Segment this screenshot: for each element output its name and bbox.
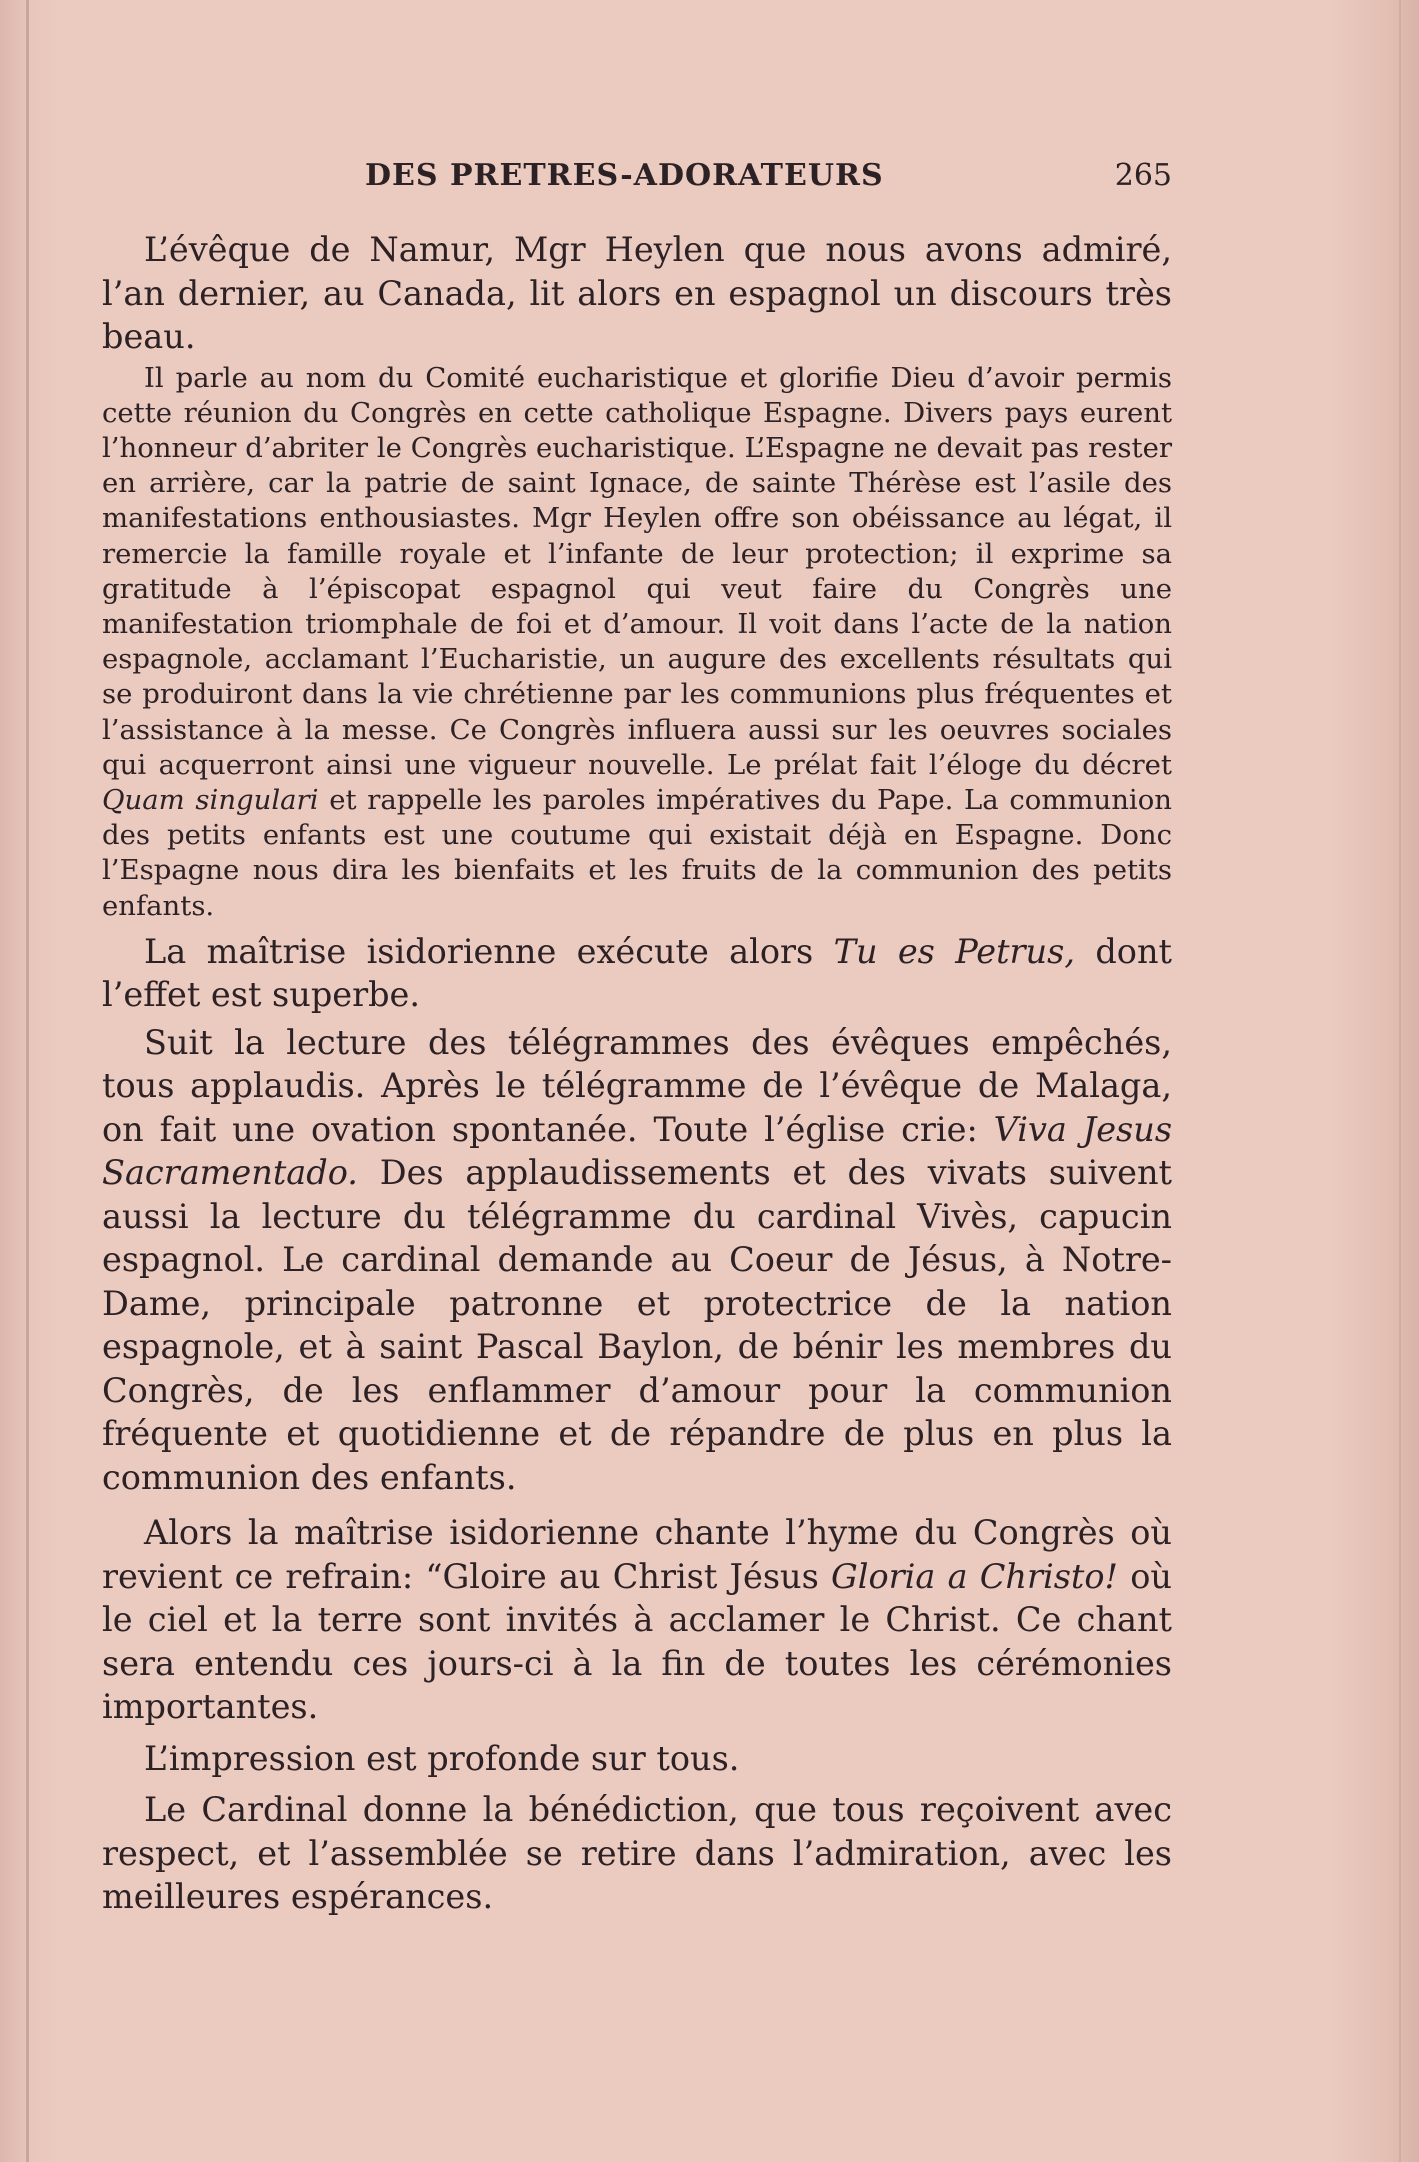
page-header <box>100 152 1172 202</box>
page-number: 265 <box>1114 158 1172 193</box>
paragraph-3-text-a: La maîtrise isidorienne exécute alors <box>144 931 834 971</box>
paragraph-3 <box>102 930 1172 1017</box>
page-edge <box>1399 0 1401 2162</box>
paragraph-4-text-a: Suit la lecture des télégrammes des évêques empêchés, tous applaudis. Après le télégramme de l’évêque de Malaga, on fait une ovation spontanée. Toute l’église crie: <box>102 1022 1172 1149</box>
paragraph-7-text: Le Cardinal donne la bénédiction, que tous reçoivent avec respect, et l’assemblée se retire dans l’admiration, avec les meilleures espérances. <box>102 1790 1172 1917</box>
paragraph-5 <box>102 1511 1172 1729</box>
running-head: DES PRETRES-ADORATEURS <box>365 158 884 193</box>
paragraph-4-italic: Viva Jesus Sacramentado. <box>102 1109 1173 1193</box>
paragraph-1 <box>102 228 1172 359</box>
paragraph-3-italic: Tu es Petrus, <box>833 931 1075 971</box>
binding-fold <box>26 0 29 2162</box>
paragraph-2-text-a: Il parle au nom du Comité eucharistique et glorifie Dieu d’avoir permis cette réunion du Congrès en cette catholique Espagne. Divers pays eurent l’honneur d’abriter le Congrès eucharistique. L’Espagne ne devait pas rester en arrière, car la patrie de saint Ignace, de sainte Thérèse est l’asile des manifestations enthousiastes. Mgr Heylen offre son obéissance au légat, il remercie la famille royale et l’infante de leur protection; il exprime sa gratitude à l’épiscopat espagnol qui veut faire du Congrès une manifestation triomphale de foi et d’amour. Il voit dans l’acte de la nation espagnole, acclamant l’Eucharistie, un augure des excellents résultats qui se produiront dans la vie chrétienne par les communions plus fréquentes et l’assistance à la messe. Ce Congrès influera aussi sur les oeuvres sociales qui acquerront ainsi une vigueur nouvelle. Le prélat fait l’éloge du décret <box>102 361 1172 781</box>
paragraph-5-text-a: Alors la maîtrise isidorienne chante l’hyme du Congrès où revient ce refrain: “Gloire au Christ Jésus <box>102 1513 1172 1596</box>
paragraph-6 <box>102 1737 1172 1781</box>
paragraph-4-text-b: Des applaudissements et des vivats suivent aussi la lecture du télégramme du cardinal Vivès, capucin espagnol. Le cardinal demande au Coeur de Jésus, à Notre-Dame, principale patronne et protectrice de la nation espagnole, et à saint Pascal Baylon, de bénir les membres du Congrès, de les enflammer d’amour pour la communion fréquente et quotidienne et de répandre de plus en plus la communion des enfants. <box>102 1153 1172 1497</box>
paragraph-5-text-b: où le ciel et la terre sont invités à acclamer le Christ. Ce chant sera entendu ces jours-ci à la fin de toutes les cérémonies importantes. <box>102 1556 1172 1727</box>
paragraph-3-text-b: dont l’effet est superbe. <box>102 931 1172 1015</box>
paragraph-2 <box>102 361 1172 924</box>
paragraph-2-text-b: et rappelle les paroles impératives du Pape. La communion des petits enfants est une coutume qui existait déjà en Espagne. Donc l’Espagne nous dira les bienfaits et les fruits de la communion des petits enfants. <box>102 783 1172 922</box>
paragraph-6-text: L’impression est profonde sur tous. <box>144 1738 740 1778</box>
paragraph-2-italic: Quam singulari <box>102 783 319 816</box>
paragraph-4 <box>102 1021 1172 1500</box>
paragraph-5-italic: Gloria a Christo! <box>831 1556 1119 1596</box>
paragraph-7 <box>102 1788 1172 1919</box>
paragraph-1-text: L’évêque de Namur, Mgr Heylen que nous avons admiré, l’an dernier, au Canada, lit alors en espagnol un discours très beau. <box>102 230 1172 356</box>
page-body <box>102 228 1172 1919</box>
